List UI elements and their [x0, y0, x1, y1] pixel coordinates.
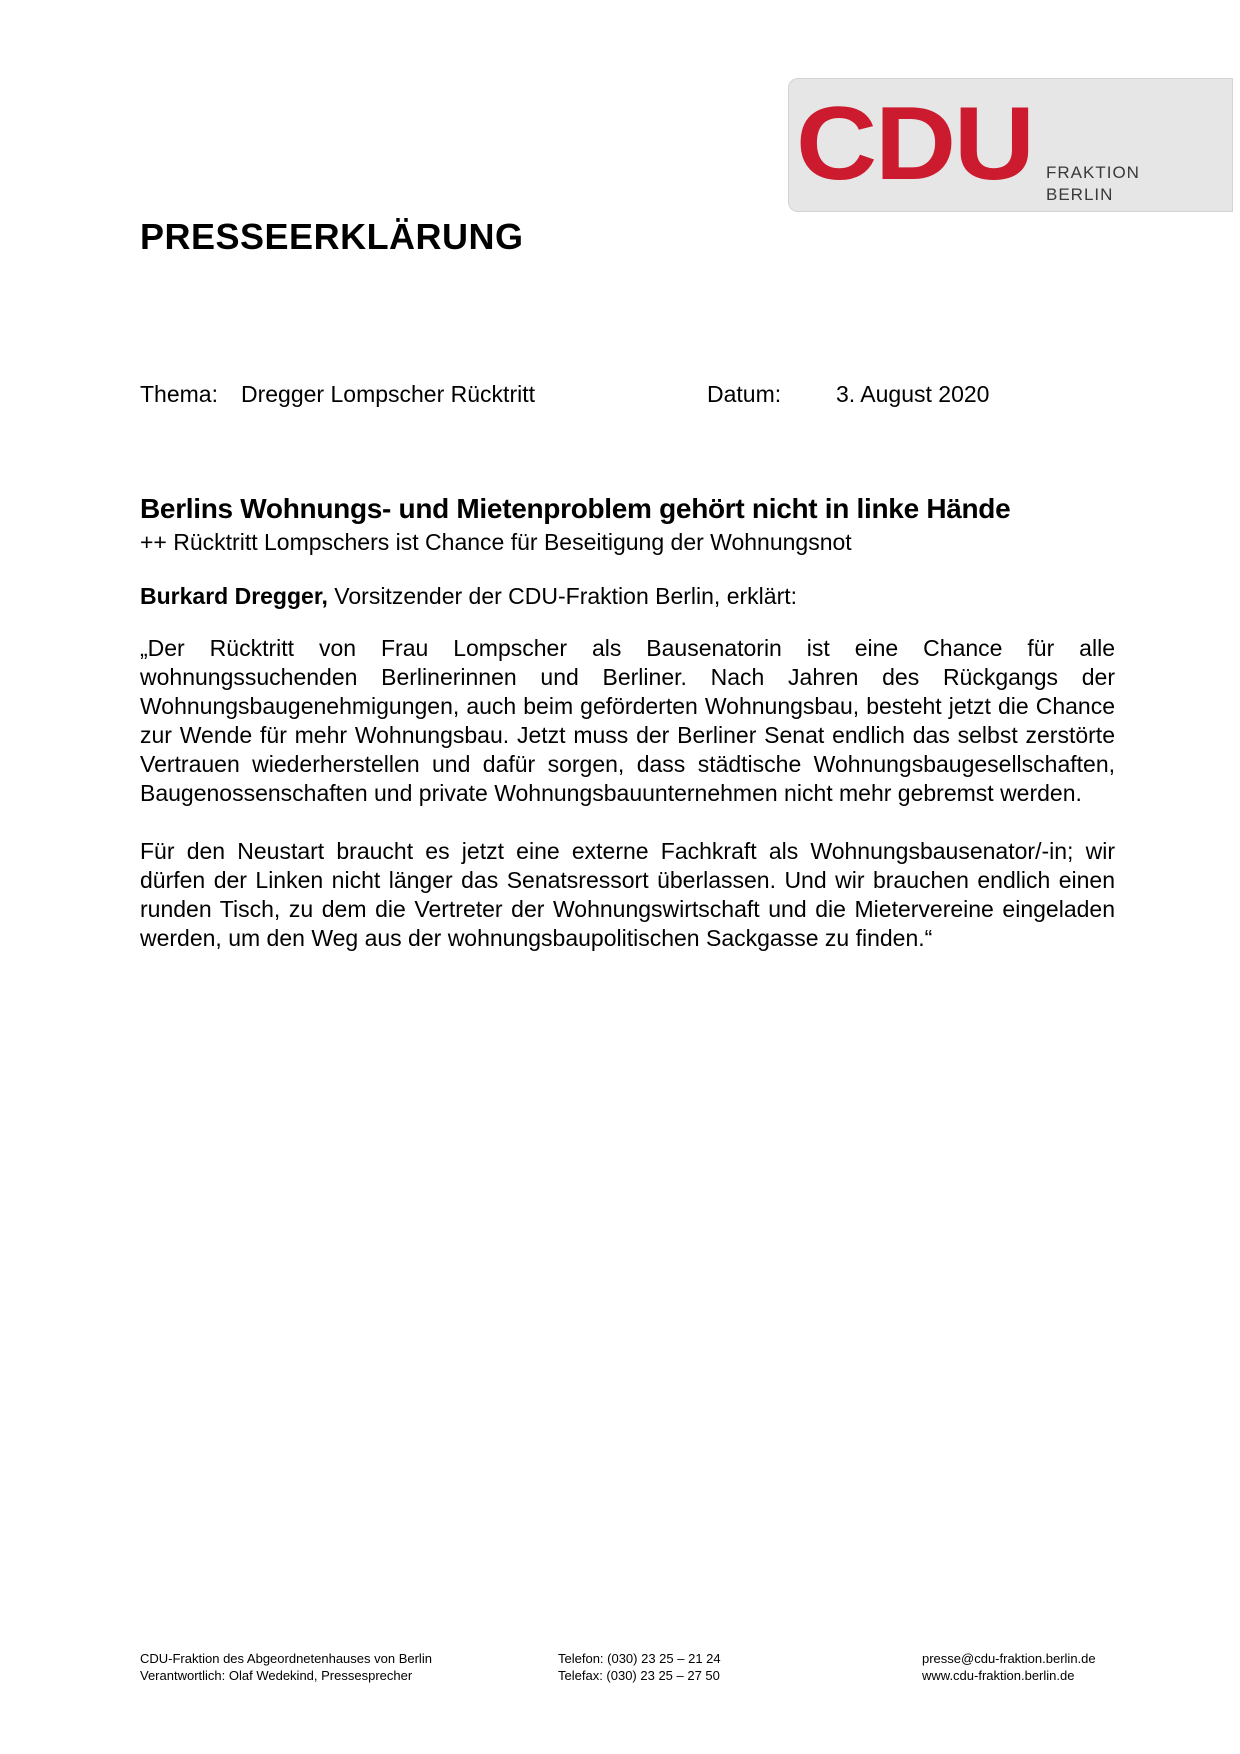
date-label: Datum:	[707, 381, 782, 407]
article-paragraph-2: Für den Neustart braucht es jetzt eine externe Fachkraft als Wohnungsbausenator/-in; wir dürfen der Linken nicht länger das Senatsressort überlassen. Und wir brauchen endlich einen runden Tisch, zu dem die Vertreter der Wohnungswirtschaft und die Mietervereine eingeladen werden, um den Weg aus der wohnungsbaupolitischen Sackgasse zu finden.“	[140, 838, 1115, 951]
article-title: Berlins Wohnungs- und Mietenproblem gehört nicht in linke Hände	[140, 493, 1011, 524]
footer-org-block	[140, 1650, 432, 1684]
footer-phone: Telefon: (030) 23 25 – 21 24	[558, 1651, 721, 1666]
article-subtitle: ++ Rücktritt Lompschers ist Chance für Beseitigung der Wohnungsnot	[140, 529, 852, 555]
footer-responsible: Verantwortlich: Olaf Wedekind, Pressesprecher	[140, 1668, 413, 1683]
speaker-line	[140, 582, 1115, 611]
speaker-role: Vorsitzender der CDU-Fraktion Berlin, erklärt:	[327, 583, 798, 609]
footer-email-link[interactable]: presse@cdu-fraktion.berlin.de	[922, 1651, 1096, 1666]
cdu-logo	[788, 78, 1233, 212]
footer-fax: Telefax: (030) 23 25 – 27 50	[558, 1668, 720, 1683]
footer-org: CDU-Fraktion des Abgeordnetenhauses von Berlin	[140, 1651, 432, 1666]
document-heading: PRESSEERKLÄRUNG	[140, 216, 524, 257]
logo-subtitle-line2: BERLIN	[1046, 185, 1114, 204]
footer-online-block	[922, 1650, 1096, 1684]
logo-cdu-lettering: CDU	[796, 86, 1033, 202]
press-article	[140, 492, 1115, 953]
logo-subtitle	[1046, 162, 1140, 206]
footer-web-link[interactable]: www.cdu-fraktion.berlin.de	[922, 1668, 1075, 1683]
footer-contact-block	[558, 1650, 721, 1684]
article-paragraph-1: „Der Rücktritt von Frau Lompscher als Bausenatorin ist eine Chance für alle wohnungssuchenden Berlinerinnen und Berliner. Nach Jahren des Rückgangs der Wohnungsbaugenehmigungen, auch beim geförderten Wohnungsbau, besteht jetzt die Chance zur Wende für mehr Wohnungsbau. Jetzt muss der Berliner Senat endlich das selbst zerstörte Vertrauen wiederherstellen und dafür sorgen, dass städtische Wohnungsbaugesellschaften, Baugenossenschaften und private Wohnungsbauunternehmen nicht mehr gebremst werden.	[140, 635, 1115, 806]
speaker-name: Burkard Dregger,	[140, 583, 328, 609]
topic-label: Thema:	[140, 381, 218, 407]
topic-value: Dregger Lompscher Rücktritt	[241, 381, 535, 407]
logo-subtitle-line1: FRAKTION	[1046, 163, 1140, 182]
date-value: 3. August 2020	[836, 381, 990, 407]
